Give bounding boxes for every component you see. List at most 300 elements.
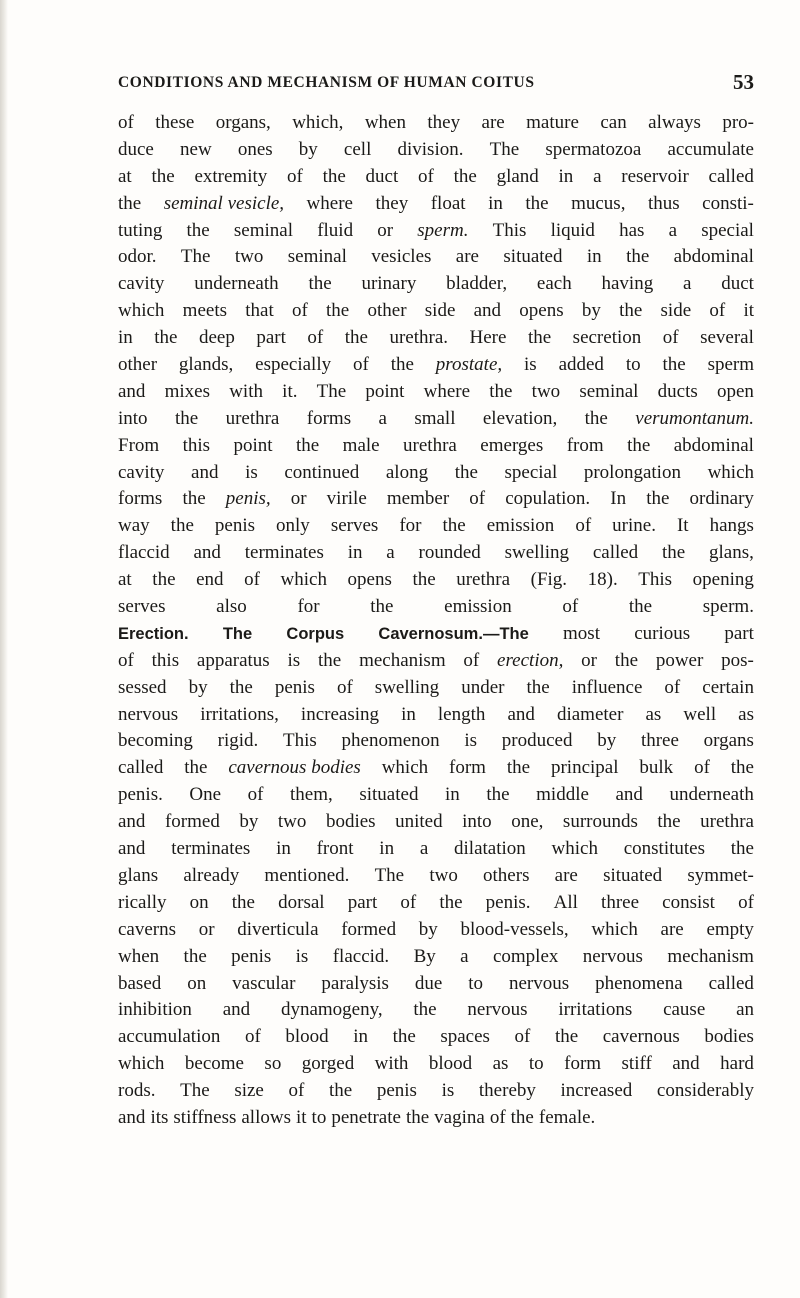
- text-line: [118, 621, 754, 648]
- word: virile: [326, 488, 367, 510]
- running-head: CONDITIONS AND MECHANISM OF HUMAN COITUS: [118, 74, 535, 91]
- word: at: [118, 165, 132, 187]
- word: or: [198, 918, 215, 940]
- word: the: [439, 891, 463, 913]
- text-line: [118, 325, 754, 352]
- word: of: [291, 300, 308, 322]
- word: the: [326, 300, 350, 322]
- word: blood: [428, 1053, 473, 1075]
- word: small: [414, 407, 456, 429]
- word: vesicles: [371, 246, 432, 268]
- word: penetrate: [331, 1106, 401, 1128]
- word: penis: [274, 676, 315, 698]
- text-line: [118, 648, 754, 675]
- word: where: [306, 192, 353, 214]
- text-line: [118, 863, 754, 890]
- word: this: [182, 434, 211, 456]
- word: float: [430, 192, 466, 214]
- word: in: [353, 1026, 368, 1048]
- word: only: [276, 515, 310, 537]
- word: mature: [526, 112, 579, 133]
- word: prolongation: [583, 461, 681, 483]
- word: other: [367, 300, 407, 322]
- word: mentioned.: [264, 864, 350, 886]
- word: the: [442, 515, 466, 537]
- word: at: [118, 569, 132, 591]
- word: tuting: [118, 219, 163, 241]
- word: or: [377, 219, 394, 241]
- word: three: [640, 730, 679, 752]
- word: penis: [376, 1080, 417, 1102]
- text-line: [118, 890, 754, 917]
- word: a: [419, 838, 429, 860]
- word: rigid.: [217, 730, 259, 752]
- word: the: [453, 165, 477, 187]
- text-line: [118, 782, 754, 809]
- text-line: [118, 513, 754, 540]
- page-edge-shadow: [0, 0, 8, 1298]
- word: This: [638, 569, 673, 591]
- word: special: [504, 461, 558, 483]
- word: and: [118, 380, 146, 402]
- word: penis.: [485, 891, 531, 913]
- word: opening: [692, 569, 754, 591]
- word: with: [374, 1053, 409, 1075]
- word: bulk: [639, 757, 674, 779]
- word: stiffness: [173, 1106, 237, 1128]
- word: called: [118, 757, 164, 779]
- word: new: [180, 138, 212, 160]
- word: of: [709, 300, 726, 322]
- word: always: [648, 112, 701, 133]
- word: the: [730, 838, 754, 860]
- word: they: [427, 112, 461, 133]
- text-line: [118, 1051, 754, 1078]
- word: division.: [397, 138, 464, 160]
- word: is: [287, 649, 301, 671]
- word: can: [600, 112, 627, 133]
- word: In: [610, 488, 627, 510]
- word: pro-: [722, 112, 754, 133]
- word: member: [386, 488, 450, 510]
- word: mechanism: [667, 945, 754, 967]
- word: hard: [720, 1053, 754, 1075]
- word: into: [462, 811, 492, 833]
- word: copulation.: [505, 488, 591, 510]
- word: of: [662, 327, 679, 349]
- word: emission: [444, 596, 512, 618]
- word: of: [514, 1026, 531, 1048]
- word: based: [118, 972, 162, 994]
- word: middle: [536, 784, 589, 806]
- word: the: [328, 1080, 353, 1102]
- word: complex: [492, 945, 559, 967]
- word: two: [429, 864, 458, 886]
- word: thus: [647, 192, 680, 214]
- word: the: [489, 380, 513, 402]
- word: also: [216, 596, 247, 618]
- word: opens: [347, 569, 392, 591]
- word: the: [186, 219, 210, 241]
- text-line: [118, 110, 754, 137]
- word: nervous: [118, 703, 179, 725]
- word: in: [276, 838, 291, 860]
- text-line: [118, 594, 754, 621]
- word: nervous: [582, 945, 643, 967]
- word: urethra: [456, 569, 511, 591]
- word: sessed: [118, 676, 167, 698]
- text-line: [118, 406, 754, 433]
- word: The: [222, 624, 253, 643]
- word: it: [295, 1106, 307, 1128]
- word: spermatozoa: [545, 138, 642, 160]
- word: is: [524, 354, 537, 376]
- word: the: [182, 488, 206, 510]
- word: By: [413, 945, 436, 967]
- word: having: [601, 273, 654, 295]
- word: of: [244, 569, 260, 591]
- word: penis,: [225, 488, 271, 510]
- word: from: [566, 434, 604, 456]
- word: dilatation: [454, 838, 526, 860]
- text-line: [118, 702, 754, 729]
- word: glands,: [178, 354, 234, 376]
- word: two: [277, 811, 307, 833]
- word: the: [413, 999, 437, 1021]
- word: accumulate: [667, 138, 754, 160]
- word: organs,: [215, 112, 271, 133]
- word: under: [461, 676, 505, 698]
- word: the: [390, 354, 414, 376]
- word: of: [489, 1106, 506, 1128]
- word: This: [492, 219, 527, 241]
- word: The: [316, 380, 347, 402]
- word: and: [191, 461, 219, 483]
- word: the: [619, 300, 643, 322]
- word: in: [488, 192, 503, 214]
- word: when: [118, 945, 160, 967]
- word: the: [510, 1106, 534, 1128]
- word: ducts: [657, 380, 698, 402]
- word: the: [662, 354, 686, 376]
- page-header: [118, 70, 754, 96]
- word: and: [672, 1053, 700, 1075]
- word: produced: [501, 730, 573, 752]
- word: penis: [231, 945, 272, 967]
- word: for: [399, 515, 422, 537]
- word: is: [464, 730, 478, 752]
- word: odor.: [118, 246, 157, 268]
- word: or: [290, 488, 307, 510]
- word: penis.: [118, 784, 163, 806]
- word: it.: [282, 380, 298, 402]
- word: accumulation: [118, 1026, 221, 1048]
- word: cavity: [118, 461, 165, 483]
- word: cavernous bodies: [228, 757, 361, 779]
- word: blood: [285, 1026, 329, 1048]
- word: the: [526, 676, 550, 698]
- word: and: [118, 811, 146, 833]
- text-line: [118, 486, 754, 513]
- word: formed: [341, 918, 397, 940]
- word: symmet-: [687, 864, 754, 886]
- word: apparatus: [196, 649, 270, 671]
- word: One: [189, 784, 222, 806]
- word: of: [336, 676, 353, 698]
- word: bodies: [325, 811, 376, 833]
- word: urine.: [612, 515, 656, 537]
- word: which: [280, 569, 327, 591]
- word: this: [151, 649, 180, 671]
- word: special: [701, 219, 754, 241]
- word: which,: [292, 112, 344, 133]
- word: the: [151, 165, 175, 187]
- word: nervous: [467, 999, 528, 1021]
- word: point: [365, 380, 405, 402]
- word: for: [297, 596, 320, 618]
- word: pos-: [721, 649, 754, 671]
- word: extremity: [194, 165, 268, 187]
- word: the: [657, 811, 681, 833]
- word: principal: [550, 757, 619, 779]
- word: the: [152, 569, 176, 591]
- word: the: [525, 192, 549, 214]
- word: each: [536, 273, 572, 295]
- word: the: [231, 891, 255, 913]
- word: a: [460, 945, 469, 967]
- word: duct: [721, 273, 754, 295]
- word: in: [558, 165, 574, 187]
- word: sperm: [707, 354, 754, 376]
- text-line: [118, 836, 754, 863]
- word: a: [378, 407, 387, 429]
- text-line: [118, 271, 754, 298]
- word: prostate,: [435, 354, 503, 376]
- word: It: [676, 515, 689, 537]
- word: consti-: [702, 192, 754, 214]
- word: underneath: [194, 273, 279, 295]
- word: are: [455, 246, 479, 268]
- word: Corpus: [286, 624, 345, 643]
- text-line: [118, 1105, 754, 1132]
- word: forms: [118, 488, 163, 510]
- word: of: [575, 515, 592, 537]
- word: and: [222, 999, 251, 1021]
- word: seminal: [579, 380, 639, 402]
- word: the: [308, 273, 332, 295]
- word: by: [418, 918, 438, 940]
- word: increasing: [300, 703, 379, 725]
- word: stiff: [621, 1053, 652, 1075]
- word: erection,: [497, 649, 564, 671]
- word: with: [229, 380, 263, 402]
- word: glans: [118, 864, 159, 886]
- word: rods.: [118, 1080, 156, 1102]
- word: increased: [560, 1080, 633, 1102]
- word: of: [463, 649, 480, 671]
- word: especially: [255, 354, 332, 376]
- word: to: [468, 972, 484, 994]
- word: inhibition: [118, 999, 192, 1021]
- word: called: [592, 542, 639, 564]
- word: open: [716, 380, 754, 402]
- word: the: [614, 649, 639, 671]
- word: by: [581, 300, 601, 322]
- word: the: [183, 945, 207, 967]
- word: when: [364, 112, 406, 133]
- word: on: [187, 972, 207, 994]
- word: caverns: [118, 918, 177, 940]
- word: end: [196, 569, 224, 591]
- word: and: [473, 300, 502, 322]
- word: the: [392, 1026, 416, 1048]
- word: they: [375, 192, 409, 214]
- word: the: [527, 327, 552, 349]
- word: gorged: [301, 1053, 355, 1075]
- text-line: [118, 675, 754, 702]
- word: ones: [237, 138, 273, 160]
- text-line: [118, 191, 754, 218]
- text-line: [118, 244, 754, 271]
- word: the: [296, 434, 320, 456]
- word: hangs: [709, 515, 754, 537]
- word: which: [118, 1053, 165, 1075]
- word: to: [528, 1053, 544, 1075]
- word: of: [562, 596, 579, 618]
- word: the: [486, 784, 510, 806]
- text-line: [118, 137, 754, 164]
- word: the: [370, 596, 394, 618]
- word: Cavernosum.—The: [378, 624, 529, 643]
- word: it: [743, 300, 754, 322]
- word: diameter: [556, 703, 624, 725]
- word: situated: [603, 864, 663, 886]
- word: the: [628, 596, 653, 618]
- word: considerably: [656, 1080, 754, 1102]
- word: bodies: [704, 1026, 754, 1048]
- word: phenomena: [595, 972, 683, 994]
- word: due: [414, 972, 443, 994]
- word: urethra: [403, 434, 457, 456]
- word: surrounds: [562, 811, 638, 833]
- word: that: [245, 300, 274, 322]
- page-number: 53: [733, 70, 754, 94]
- word: added: [558, 354, 604, 376]
- word: empty: [706, 918, 754, 940]
- word: underneath: [669, 784, 754, 806]
- word: in: [118, 327, 133, 349]
- word: the: [322, 165, 346, 187]
- text-line: [118, 1024, 754, 1051]
- word: way: [118, 515, 150, 537]
- word: most: [563, 622, 600, 644]
- word: gland: [496, 165, 539, 187]
- word: The: [180, 246, 211, 268]
- word: united: [395, 811, 443, 833]
- word: thereby: [478, 1080, 536, 1102]
- word: fluid: [317, 219, 354, 241]
- word: seminal: [233, 219, 294, 241]
- word: called: [708, 972, 754, 994]
- word: in: [379, 838, 395, 860]
- word: cell: [343, 138, 372, 160]
- word: situated: [359, 784, 419, 806]
- word: flaccid: [118, 542, 170, 564]
- word: three: [601, 891, 640, 913]
- text-line: [118, 433, 754, 460]
- word: terminates: [171, 838, 251, 860]
- word: of: [244, 1026, 261, 1048]
- word: the: [412, 569, 436, 591]
- word: rounded: [418, 542, 481, 564]
- word: form: [564, 1053, 602, 1075]
- word: seminal vesicle,: [163, 192, 285, 214]
- word: part: [347, 891, 378, 913]
- text-line: [118, 971, 754, 998]
- word: as: [645, 703, 662, 725]
- word: one,: [511, 811, 544, 833]
- word: the: [554, 1026, 579, 1048]
- word: two: [234, 246, 264, 268]
- word: of: [287, 165, 303, 187]
- word: cavity: [118, 273, 165, 295]
- text-line: [118, 460, 754, 487]
- word: a: [668, 219, 678, 241]
- word: mucus,: [571, 192, 626, 214]
- word: duce: [118, 138, 154, 160]
- text-line: [118, 944, 754, 971]
- word: forms: [306, 407, 352, 429]
- word: nervous: [508, 972, 570, 994]
- word: bladder,: [446, 273, 508, 295]
- word: the: [627, 434, 651, 456]
- word: irritations: [558, 999, 633, 1021]
- word: and: [118, 838, 146, 860]
- word: which: [381, 757, 429, 779]
- text-line: [118, 1078, 754, 1105]
- word: consist: [662, 891, 715, 913]
- word: in: [347, 542, 363, 564]
- word: sperm.: [417, 219, 469, 241]
- word: the: [646, 488, 670, 510]
- word: cause: [663, 999, 706, 1021]
- word: emission: [486, 515, 555, 537]
- text-line: [118, 997, 754, 1024]
- word: situated: [503, 246, 563, 268]
- word: to: [625, 354, 641, 376]
- word: point: [233, 434, 273, 456]
- word: the: [730, 757, 754, 779]
- word: on: [189, 891, 209, 913]
- text-line: [118, 917, 754, 944]
- word: the: [229, 676, 253, 698]
- word: influence: [571, 676, 643, 698]
- word: serves: [330, 515, 379, 537]
- word: the: [184, 757, 208, 779]
- word: part: [256, 327, 286, 349]
- word: the: [154, 327, 178, 349]
- word: a: [386, 542, 395, 564]
- word: phenomenon: [341, 730, 440, 752]
- word: two: [531, 380, 561, 402]
- word: dynamogeny,: [280, 999, 383, 1021]
- word: secretion: [572, 327, 642, 349]
- text-line: [118, 809, 754, 836]
- word: the: [405, 1106, 430, 1128]
- word: are: [481, 112, 505, 133]
- word: serves: [118, 596, 166, 618]
- word: the: [506, 757, 531, 779]
